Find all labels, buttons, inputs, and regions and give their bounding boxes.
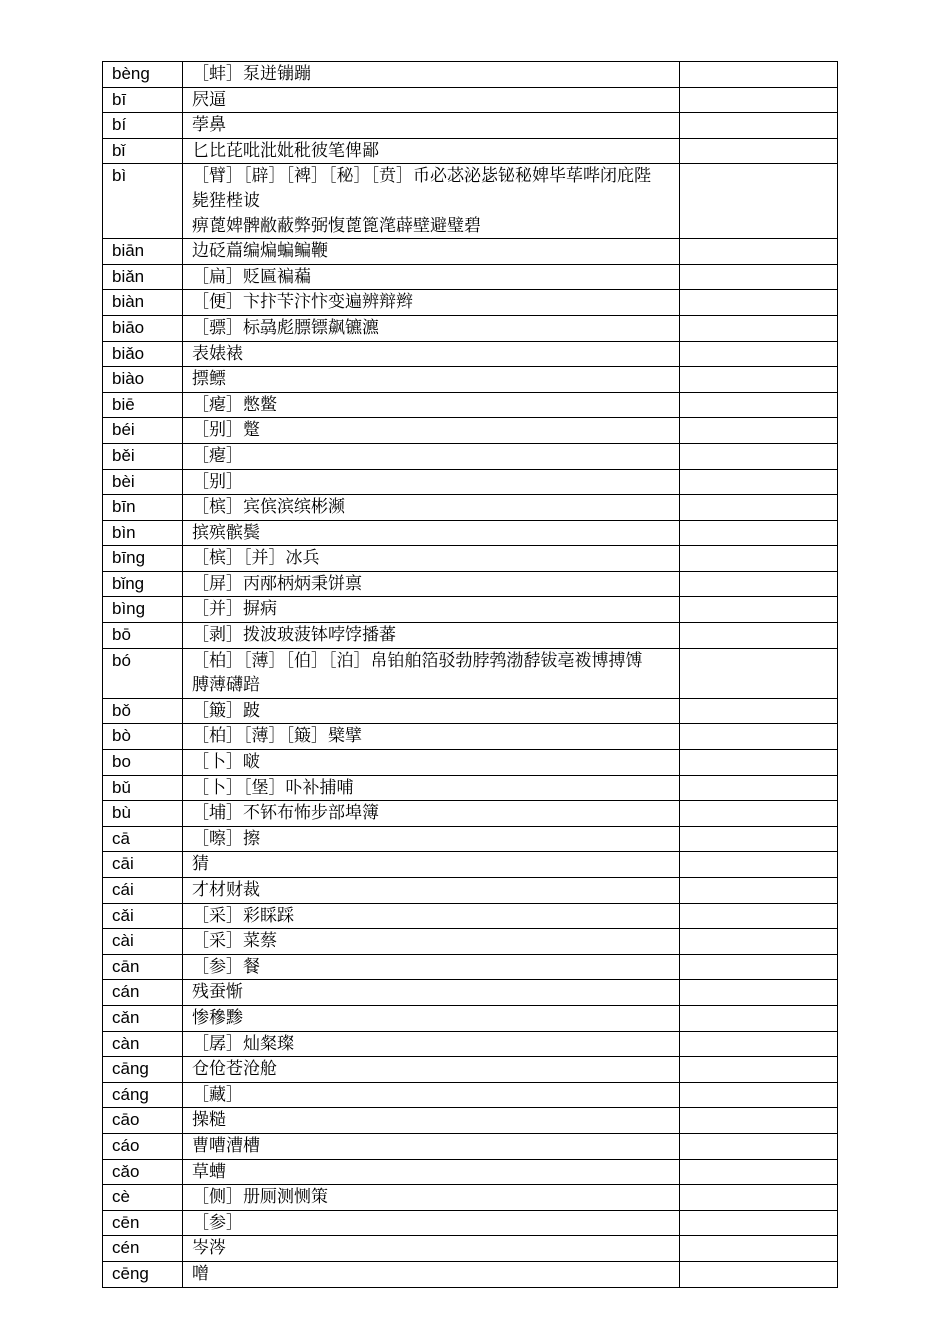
characters-line: 猜 xyxy=(192,854,209,875)
characters-line: 曹嘈漕槽 xyxy=(192,1135,260,1156)
characters-cell xyxy=(183,418,680,444)
empty-cell xyxy=(680,623,838,649)
empty-cell xyxy=(680,878,838,904)
characters-cell xyxy=(183,1005,680,1031)
table-row xyxy=(103,1133,838,1159)
table-row xyxy=(103,775,838,801)
empty-cell xyxy=(680,826,838,852)
empty-cell xyxy=(680,1261,838,1287)
pinyin-cell: bí xyxy=(103,113,183,139)
table-row xyxy=(103,698,838,724)
characters-cell xyxy=(183,392,680,418)
empty-cell xyxy=(680,1108,838,1134)
table-row xyxy=(103,801,838,827)
pinyin-cell: cāo xyxy=(103,1108,183,1134)
characters-line: ［蚌］泵迸镚蹦 xyxy=(192,64,311,84)
pinyin-cell: biǎn xyxy=(103,264,183,290)
pinyin-cell: bèi xyxy=(103,469,183,495)
pinyin-cell: cā xyxy=(103,826,183,852)
empty-cell xyxy=(680,801,838,827)
table-row xyxy=(103,648,838,698)
table-row xyxy=(103,546,838,572)
characters-cell xyxy=(183,367,680,393)
characters-cell xyxy=(183,290,680,316)
characters-line: ［侧］册厕测恻策 xyxy=(192,1187,328,1208)
characters-cell xyxy=(183,1185,680,1211)
table-row xyxy=(103,341,838,367)
characters-cell xyxy=(183,495,680,521)
table-row xyxy=(103,980,838,1006)
characters-cell xyxy=(183,775,680,801)
table-row xyxy=(103,1057,838,1083)
empty-cell xyxy=(680,929,838,955)
characters-line: ［卜］［堡］卟补捕哺 xyxy=(192,777,354,798)
characters-line: 摈殡髌鬓 xyxy=(192,522,260,543)
characters-line: 噌 xyxy=(192,1263,209,1284)
characters-line: 才材财裁 xyxy=(192,880,260,900)
empty-cell xyxy=(680,775,838,801)
characters-line: ［藏］ xyxy=(192,1084,243,1105)
table-row xyxy=(103,571,838,597)
pinyin-character-table xyxy=(102,61,838,1288)
empty-cell xyxy=(680,1005,838,1031)
pinyin-cell: bī xyxy=(103,87,183,113)
pinyin-cell: bó xyxy=(103,648,183,698)
characters-cell xyxy=(183,1261,680,1287)
characters-line: ［骠］标骉彪膘镖飙镳瀌 xyxy=(192,317,379,338)
table-row xyxy=(103,1005,838,1031)
characters-cell xyxy=(183,113,680,139)
table-row xyxy=(103,138,838,164)
characters-line: 表婊裱 xyxy=(192,343,243,364)
empty-cell xyxy=(680,418,838,444)
characters-line: ［柏］［薄］［簸］檗擘 xyxy=(192,726,362,747)
pinyin-cell: béi xyxy=(103,418,183,444)
characters-line: ［瘪］憋鳖 xyxy=(192,394,277,415)
characters-cell xyxy=(183,1108,680,1134)
table-row xyxy=(103,495,838,521)
empty-cell xyxy=(680,367,838,393)
pinyin-cell: cǎo xyxy=(103,1159,183,1185)
characters-cell xyxy=(183,1082,680,1108)
pinyin-cell: bìng xyxy=(103,597,183,623)
empty-cell xyxy=(680,1210,838,1236)
characters-cell xyxy=(183,623,680,649)
pinyin-cell: biāo xyxy=(103,315,183,341)
characters-cell xyxy=(183,801,680,827)
empty-cell xyxy=(680,315,838,341)
empty-cell xyxy=(680,1082,838,1108)
characters-cell xyxy=(183,87,680,113)
characters-line: 边砭萹编煸蝙鳊鞭 xyxy=(192,241,328,262)
table-row xyxy=(103,1261,838,1287)
pinyin-character-table-wrapper xyxy=(102,61,837,1288)
characters-line: 毙狴梐诐 xyxy=(192,190,260,211)
characters-line: ［槟］宾傧滨缤彬濒 xyxy=(192,497,345,518)
table-row xyxy=(103,264,838,290)
pinyin-cell: běi xyxy=(103,443,183,469)
characters-cell xyxy=(183,1159,680,1185)
characters-cell xyxy=(183,546,680,572)
characters-line: ［采］彩睬踩 xyxy=(192,905,294,926)
characters-cell xyxy=(183,1210,680,1236)
characters-cell xyxy=(183,571,680,597)
pinyin-cell: bǔ xyxy=(103,775,183,801)
table-row xyxy=(103,290,838,316)
characters-cell xyxy=(183,264,680,290)
characters-cell xyxy=(183,62,680,88)
table-row xyxy=(103,597,838,623)
pinyin-cell: bù xyxy=(103,801,183,827)
empty-cell xyxy=(680,597,838,623)
characters-cell xyxy=(183,164,680,239)
characters-line: 操糙 xyxy=(192,1110,226,1131)
characters-line: ［孱］灿粲璨 xyxy=(192,1033,294,1054)
characters-line: 仓伧苍沧舱 xyxy=(192,1059,277,1080)
characters-line: ［嚓］擦 xyxy=(192,828,260,849)
characters-cell xyxy=(183,341,680,367)
pinyin-cell: biān xyxy=(103,239,183,265)
characters-line: 残蚕惭 xyxy=(192,982,243,1003)
pinyin-cell: bǐng xyxy=(103,571,183,597)
characters-line: ［剥］拨波玻菠钵哱饽播蕃 xyxy=(192,625,396,646)
characters-line: ［槟］［并］冰兵 xyxy=(192,548,320,569)
table-row xyxy=(103,164,838,239)
pinyin-cell: biē xyxy=(103,392,183,418)
table-row xyxy=(103,1236,838,1262)
table-row xyxy=(103,1159,838,1185)
characters-line: 匕比芘吡沘妣秕彼笔俾鄙 xyxy=(192,140,379,161)
empty-cell xyxy=(680,495,838,521)
pinyin-cell: cēng xyxy=(103,1261,183,1287)
characters-line: ［卜］啵 xyxy=(192,752,260,773)
empty-cell xyxy=(680,87,838,113)
table-row xyxy=(103,392,838,418)
empty-cell xyxy=(680,290,838,316)
empty-cell xyxy=(680,954,838,980)
characters-line: ［埔］不钚布怖步部埠簿 xyxy=(192,803,379,824)
table-row xyxy=(103,113,838,139)
empty-cell xyxy=(680,113,838,139)
pinyin-cell: biào xyxy=(103,367,183,393)
characters-cell xyxy=(183,1031,680,1057)
characters-cell xyxy=(183,980,680,1006)
empty-cell xyxy=(680,903,838,929)
pinyin-cell: bīn xyxy=(103,495,183,521)
characters-cell xyxy=(183,138,680,164)
pinyin-cell: càn xyxy=(103,1031,183,1057)
characters-cell xyxy=(183,826,680,852)
characters-line: ［采］菜蔡 xyxy=(192,931,277,952)
table-row xyxy=(103,443,838,469)
characters-line: 膊薄礴踣 xyxy=(192,675,260,696)
pinyin-cell: cēn xyxy=(103,1210,183,1236)
characters-line: 痹蓖婢髀敝蔽弊弼愎蓖篦滗薜壁避璧碧 xyxy=(192,215,481,236)
characters-line: ［屏］丙邴柄炳秉饼禀 xyxy=(192,573,362,594)
characters-line: ［便］卞抃苄汴忭变遍辨辩辫 xyxy=(192,292,413,313)
characters-line: ［柏］［薄］［伯］［泊］帛铂舶箔驳勃脖鹁渤馞钹亳袯博搏馎 xyxy=(192,650,643,671)
pinyin-cell: cāi xyxy=(103,852,183,878)
empty-cell xyxy=(680,1185,838,1211)
characters-cell xyxy=(183,903,680,929)
characters-cell xyxy=(183,1057,680,1083)
pinyin-cell: biǎo xyxy=(103,341,183,367)
empty-cell xyxy=(680,852,838,878)
empty-cell xyxy=(680,1031,838,1057)
characters-cell xyxy=(183,239,680,265)
characters-line: 草螬 xyxy=(192,1161,226,1182)
pinyin-cell: bìn xyxy=(103,520,183,546)
empty-cell xyxy=(680,1236,838,1262)
characters-line: 荸鼻 xyxy=(192,115,226,136)
characters-cell xyxy=(183,469,680,495)
pinyin-cell: cáo xyxy=(103,1133,183,1159)
table-row xyxy=(103,87,838,113)
empty-cell xyxy=(680,698,838,724)
table-row xyxy=(103,852,838,878)
table-row xyxy=(103,315,838,341)
empty-cell xyxy=(680,239,838,265)
characters-cell xyxy=(183,520,680,546)
pinyin-cell: bò xyxy=(103,724,183,750)
pinyin-cell: bǒ xyxy=(103,698,183,724)
pinyin-cell: biàn xyxy=(103,290,183,316)
empty-cell xyxy=(680,980,838,1006)
empty-cell xyxy=(680,469,838,495)
pinyin-cell: bǐ xyxy=(103,138,183,164)
characters-cell xyxy=(183,443,680,469)
table-row xyxy=(103,1082,838,1108)
characters-line: ［簸］跛 xyxy=(192,700,260,721)
pinyin-cell: cài xyxy=(103,929,183,955)
empty-cell xyxy=(680,571,838,597)
pinyin-cell: cén xyxy=(103,1236,183,1262)
empty-cell xyxy=(680,164,838,239)
empty-cell xyxy=(680,264,838,290)
characters-cell xyxy=(183,878,680,904)
table-row xyxy=(103,724,838,750)
table-row xyxy=(103,1185,838,1211)
characters-cell xyxy=(183,315,680,341)
pinyin-cell: cǎn xyxy=(103,1005,183,1031)
characters-cell xyxy=(183,929,680,955)
empty-cell xyxy=(680,341,838,367)
pinyin-cell: bì xyxy=(103,164,183,239)
table-row xyxy=(103,954,838,980)
table-row xyxy=(103,929,838,955)
table-row xyxy=(103,520,838,546)
characters-line: 惨穇黪 xyxy=(192,1007,243,1028)
table-row xyxy=(103,1210,838,1236)
characters-line: 岑涔 xyxy=(192,1238,226,1259)
characters-line: ［扁］贬匾褊藊 xyxy=(192,266,311,287)
empty-cell xyxy=(680,750,838,776)
characters-line: ［参］ xyxy=(192,1212,243,1233)
pinyin-cell: cái xyxy=(103,878,183,904)
table-row xyxy=(103,469,838,495)
table-body xyxy=(103,62,838,1288)
table-row xyxy=(103,1031,838,1057)
pinyin-cell: bō xyxy=(103,623,183,649)
table-row xyxy=(103,62,838,88)
pinyin-cell: bo xyxy=(103,750,183,776)
empty-cell xyxy=(680,546,838,572)
table-row xyxy=(103,750,838,776)
pinyin-cell: cán xyxy=(103,980,183,1006)
characters-cell xyxy=(183,954,680,980)
empty-cell xyxy=(680,443,838,469)
empty-cell xyxy=(680,1159,838,1185)
characters-cell xyxy=(183,750,680,776)
characters-line: 摽鳔 xyxy=(192,369,226,390)
empty-cell xyxy=(680,62,838,88)
pinyin-cell: bèng xyxy=(103,62,183,88)
empty-cell xyxy=(680,1133,838,1159)
table-row xyxy=(103,418,838,444)
table-row xyxy=(103,826,838,852)
characters-line: ［臂］［辟］［裨］［秘］［贲］币必苾泌毖铋秘婢毕荜哔闭庇陛 xyxy=(192,166,651,187)
empty-cell xyxy=(680,520,838,546)
pinyin-cell: cāng xyxy=(103,1057,183,1083)
table-row xyxy=(103,623,838,649)
characters-cell xyxy=(183,1133,680,1159)
characters-cell xyxy=(183,1236,680,1262)
characters-line: 屄逼 xyxy=(192,89,226,110)
empty-cell xyxy=(680,1057,838,1083)
characters-line: ［参］餐 xyxy=(192,956,260,977)
characters-line: ［并］摒病 xyxy=(192,599,277,620)
characters-line: ［瘪］ xyxy=(192,445,243,466)
pinyin-cell: cān xyxy=(103,954,183,980)
characters-cell xyxy=(183,698,680,724)
pinyin-cell: cè xyxy=(103,1185,183,1211)
characters-cell xyxy=(183,597,680,623)
table-row xyxy=(103,1108,838,1134)
characters-cell xyxy=(183,724,680,750)
pinyin-cell: cǎi xyxy=(103,903,183,929)
characters-cell xyxy=(183,648,680,698)
empty-cell xyxy=(680,648,838,698)
characters-cell xyxy=(183,852,680,878)
pinyin-cell: bīng xyxy=(103,546,183,572)
table-row xyxy=(103,878,838,904)
pinyin-cell: cáng xyxy=(103,1082,183,1108)
characters-line: ［别］ xyxy=(192,471,243,492)
empty-cell xyxy=(680,724,838,750)
characters-line: ［别］蹩 xyxy=(192,420,260,441)
table-row xyxy=(103,367,838,393)
table-row xyxy=(103,903,838,929)
empty-cell xyxy=(680,138,838,164)
empty-cell xyxy=(680,392,838,418)
table-row xyxy=(103,239,838,265)
